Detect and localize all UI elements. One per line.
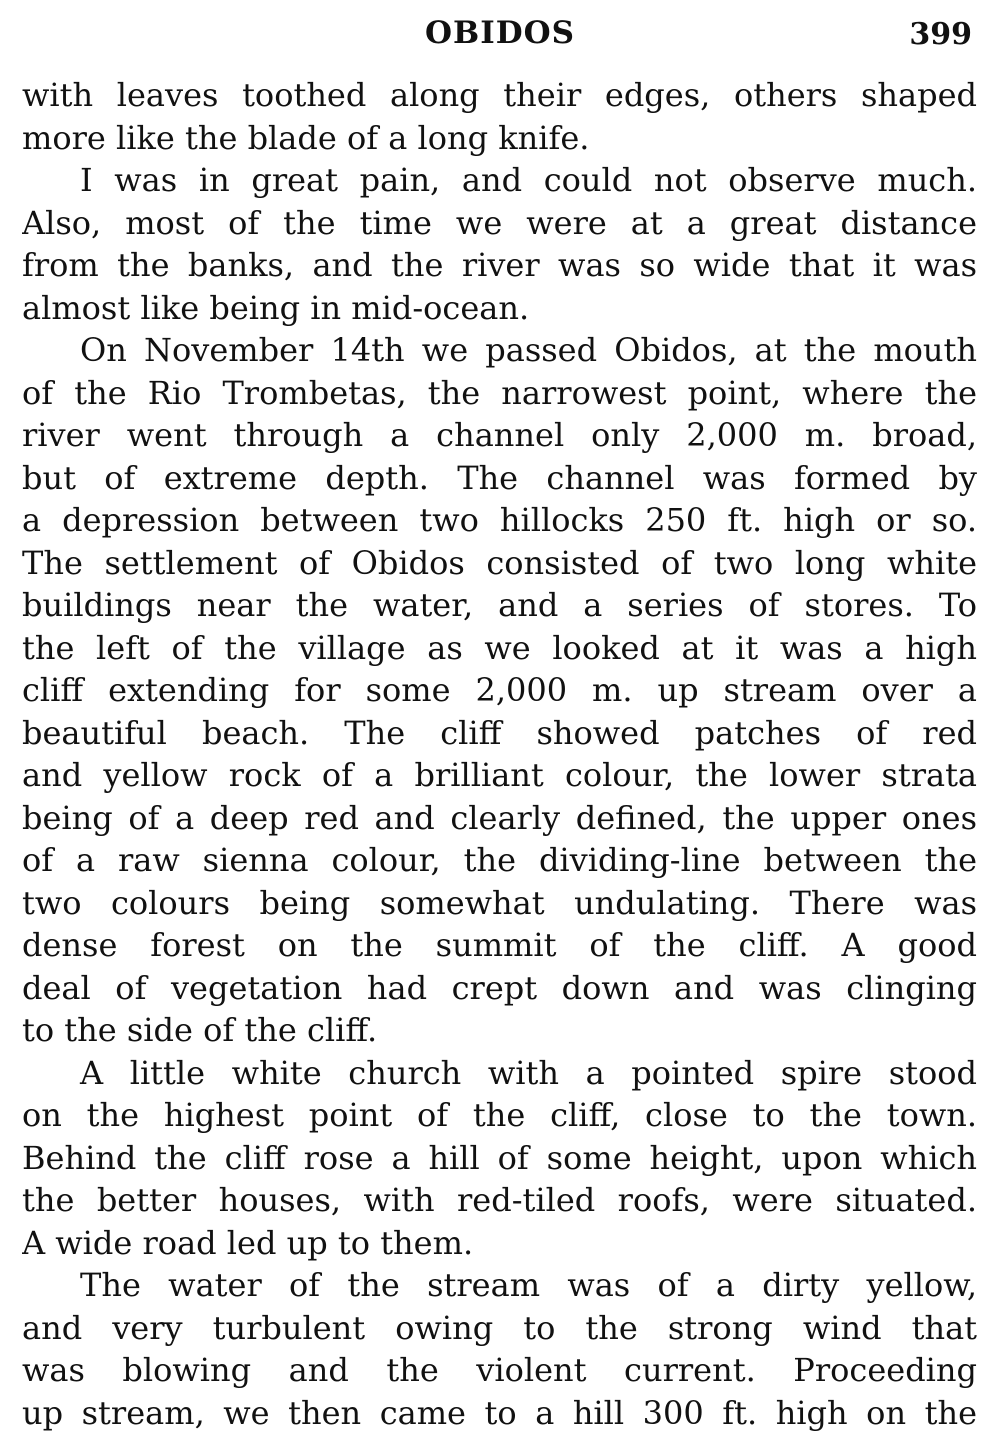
- text-line: almost like being in mid-ocean.: [22, 288, 530, 327]
- text-line: The water of the stream was of a dirty yellow,: [80, 1266, 977, 1304]
- running-head: [0, 10, 1000, 56]
- text-line: the left of the village as we looked at it was a high: [22, 628, 977, 667]
- text-line: and very turbulent owing to the strong wind that: [22, 1308, 977, 1347]
- text-line: beautiful beach. The cliff showed patches of red: [22, 713, 977, 752]
- text-line: A wide road led up to them.: [22, 1223, 474, 1262]
- text-line: on the highest point of the cliff, close to the town.: [22, 1096, 977, 1134]
- chapter-title: OBIDOS: [425, 15, 575, 51]
- text-line: but of extreme depth. The channel was formed by: [22, 458, 977, 497]
- text-line: The settlement of Obidos consisted of two long white: [22, 543, 977, 582]
- text-line: On November 14th we passed Obidos, at the mouth: [80, 331, 977, 369]
- text-line: A little white church with a pointed spire stood: [80, 1053, 977, 1092]
- text-line: and yellow rock of a brilliant colour, the lower strata: [22, 756, 977, 794]
- text-line: buildings near the water, and a series of stores. To: [22, 586, 977, 624]
- text-line: Also, most of the time we were at a great distance: [22, 203, 977, 242]
- text-line: being of a deep red and clearly defined, the upper ones: [22, 798, 977, 837]
- text-line: the better houses, with red-tiled roofs, were situated.: [22, 1181, 977, 1219]
- text-line: to the side of the cliff.: [22, 1011, 378, 1049]
- text-line: of the Rio Trombetas, the narrowest point, where the: [22, 373, 977, 412]
- text-line: cliff extending for some 2,000 m. up stream over a: [22, 671, 977, 709]
- page-number: 399: [909, 17, 972, 52]
- text-line: of a raw sienna colour, the dividing-line between the: [22, 841, 977, 879]
- text-line: with leaves toothed along their edges, others shaped: [22, 76, 977, 114]
- text-line: up stream, we then came to a hill 300 ft. high on the: [22, 1393, 977, 1432]
- text-line: I was in great pain, and could not observe much.: [80, 161, 977, 199]
- text-line: deal of vegetation had crept down and was clinging: [22, 968, 977, 1007]
- text-line: dense forest on the summit of the cliff. A good: [22, 926, 977, 964]
- text-line: river went through a channel only 2,000 m. broad,: [22, 416, 977, 454]
- text-line: two colours being somewhat undulating. There was: [22, 883, 977, 922]
- body-text: [22, 74, 977, 1434]
- text-line: a depression between two hillocks 250 ft. high or so.: [22, 501, 977, 539]
- text-line: Behind the cliff rose a hill of some height, upon which: [22, 1138, 977, 1177]
- text-line: more like the blade of a long knife.: [22, 118, 590, 157]
- text-line: from the banks, and the river was so wide that it was: [22, 246, 977, 284]
- text-line: was blowing and the violent current. Proceeding: [22, 1351, 977, 1389]
